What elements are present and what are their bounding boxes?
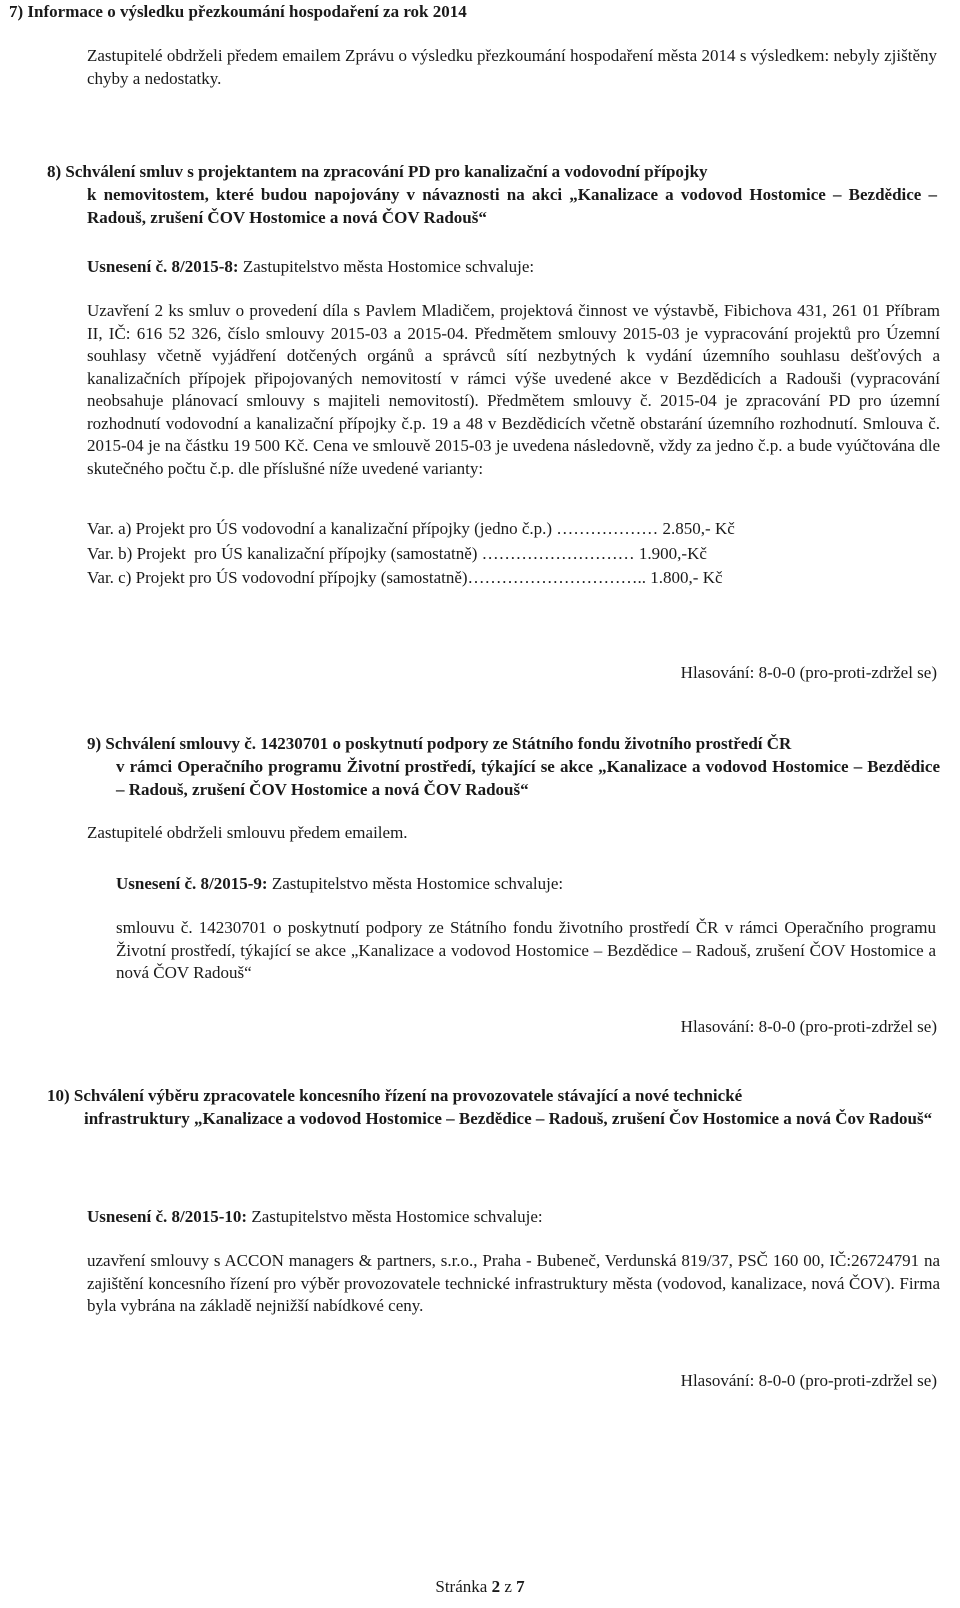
resolution-9-line [116,873,936,896]
footer-page-total: 7 [516,1577,525,1596]
resolution-8-line [87,256,937,279]
resolution-8-body: Uzavření 2 ks smluv o provedení díla s Pavlem Mladičem, projektová činnost ve výstavbě, Fibichova 431, 261 01 Příbram II, IČ: 616 52 326, číslo smlouvy 2015-03 a 2015-04. Předmětem smlouvy 2015-03 je vypracování projektů pro Územní souhlasy včetně vyjádření dotčených orgánů a správců sítí nezbytných k vydání územního souhlasu dešťových a kanalizačních přípojek připojovaných nemovitostí v rámci výše uvedené akce v Bezdědicích a Radouši (vypracování neobsahuje plánovací smlouvy s majiteli nemovitostí). Předmětem smlouvy č. 2015-04 je zpracování PD pro územní rozhodnutí vodovodní a kanalizační přípojky č.p. 19 a 48 v Bezdědicích včetně obstarání územního rozhodnutí. Smlouva č. 2015-04 je na částku 19 500 Kč. Cena ve smlouvě 2015-03 je uvedena následovně, vždy za jedno č.p. a bude vyúčtována dle skutečného počtu č.p. dle příslušné níže uvedené varianty: [87,301,940,478]
resolution-9-label: Usnesení č. 8/2015-9: [116,874,268,893]
section-7-paragraph: Zastupitelé obdrželi předem emailem Zprávu o výsledku přezkoumání hospodaření města 2014 s výsledkem: nebyly zjištěny chyby a nedostatky. [87,46,937,88]
section-8-heading-continuation: k nemovitostem, které budou napojovány v návaznosti na akci „Kanalizace a vodovod Hostomice – Bezdědice – Radouš, zrušení ČOV Hostomice a nová ČOV Radouš“ [87,185,937,227]
resolution-10-line [87,1206,937,1229]
section-8-heading-line1: 8) Schválení smluv s projektantem na zpracování PD pro kanalizační a vodovodní přípojky [47,162,708,181]
vote-result-10: Hlasování: 8-0-0 (pro-proti-zdržel se) [680,1371,937,1390]
resolution-8-label: Usnesení č. 8/2015-8: [87,257,239,276]
section-10-heading-line1: 10) Schválení výběru zpracovatele koncesního řízení na provozovatele stávající a nové technické [47,1086,743,1105]
vote-result-8: Hlasování: 8-0-0 (pro-proti-zdržel se) [680,663,937,682]
section-10-heading-continuation: infrastruktury „Kanalizace a vodovod Hostomice – Bezdědice – Radouš, zrušení Čov Hostomice a nová Čov Radouš“ [84,1109,933,1128]
section-9-heading-line1: 9) Schválení smlouvy č. 14230701 o poskytnutí podpory ze Státního fondu životního prostředí ČR [87,734,792,753]
footer-page-number: 2 [491,1577,501,1596]
variant-c: Var. c) Projekt pro ÚS vodovodní přípojky (samostatně)………………………….. 1.800,- Kč [87,568,723,587]
section-8-heading [47,160,937,229]
page-footer [0,1576,960,1599]
section-7-heading: 7) Informace o výsledku přezkoumání hospodaření za rok 2014 [9,2,467,21]
resolution-9-body: smlouvu č. 14230701 o poskytnutí podpory ze Státního fondu životního prostředí ČR v rámci Operačního programu Životní prostředí, týkající se akce „Kanalizace a vodovod Hostomice – Bezdědice – Radouš, zrušení ČOV Hostomice a nová ČOV Radouš“ [116,918,936,982]
footer-middle: z [500,1577,517,1596]
resolution-10-label: Usnesení č. 8/2015-10: [87,1207,248,1226]
footer-prefix: Stránka [435,1577,492,1596]
section-9-intro: Zastupitelé obdrželi smlouvu předem emailem. [87,823,408,842]
resolution-8-text: Zastupitelstvo města Hostomice schvaluje: [238,257,535,276]
vote-result-9: Hlasování: 8-0-0 (pro-proti-zdržel se) [680,1017,937,1036]
section-9-heading-continuation: v rámci Operačního programu Životní prostředí, týkající se akce „Kanalizace a vodovod Hostomice – Bezdědice – Radouš, zrušení ČOV Hostomice a nová ČOV Radouš“ [116,757,940,799]
section-9-heading [87,732,940,801]
variant-a: Var. a) Projekt pro ÚS vodovodní a kanalizační přípojky (jedno č.p.) ……………… 2.850,- Kč [87,519,735,538]
resolution-10-body: uzavření smlouvy s ACCON managers & partners, s.r.o., Praha - Bubeneč, Verdunská 819/37, PSČ 160 00, IČ:26724791 na zajištění koncesního řízení pro výběr provozovatele technické infrastruktury města (vodovod, kanalizace, nová ČOV). Firma byla vybrána na základě nejnižší nabídkové ceny. [87,1251,940,1315]
resolution-10-text: Zastupitelstvo města Hostomice schvaluje: [247,1207,543,1226]
section-10-heading [47,1084,937,1130]
resolution-9-text: Zastupitelstvo města Hostomice schvaluje: [267,874,564,893]
variant-b: Var. b) Projekt pro ÚS kanalizační přípojky (samostatně) ……………………… 1.900,-Kč [87,544,707,563]
